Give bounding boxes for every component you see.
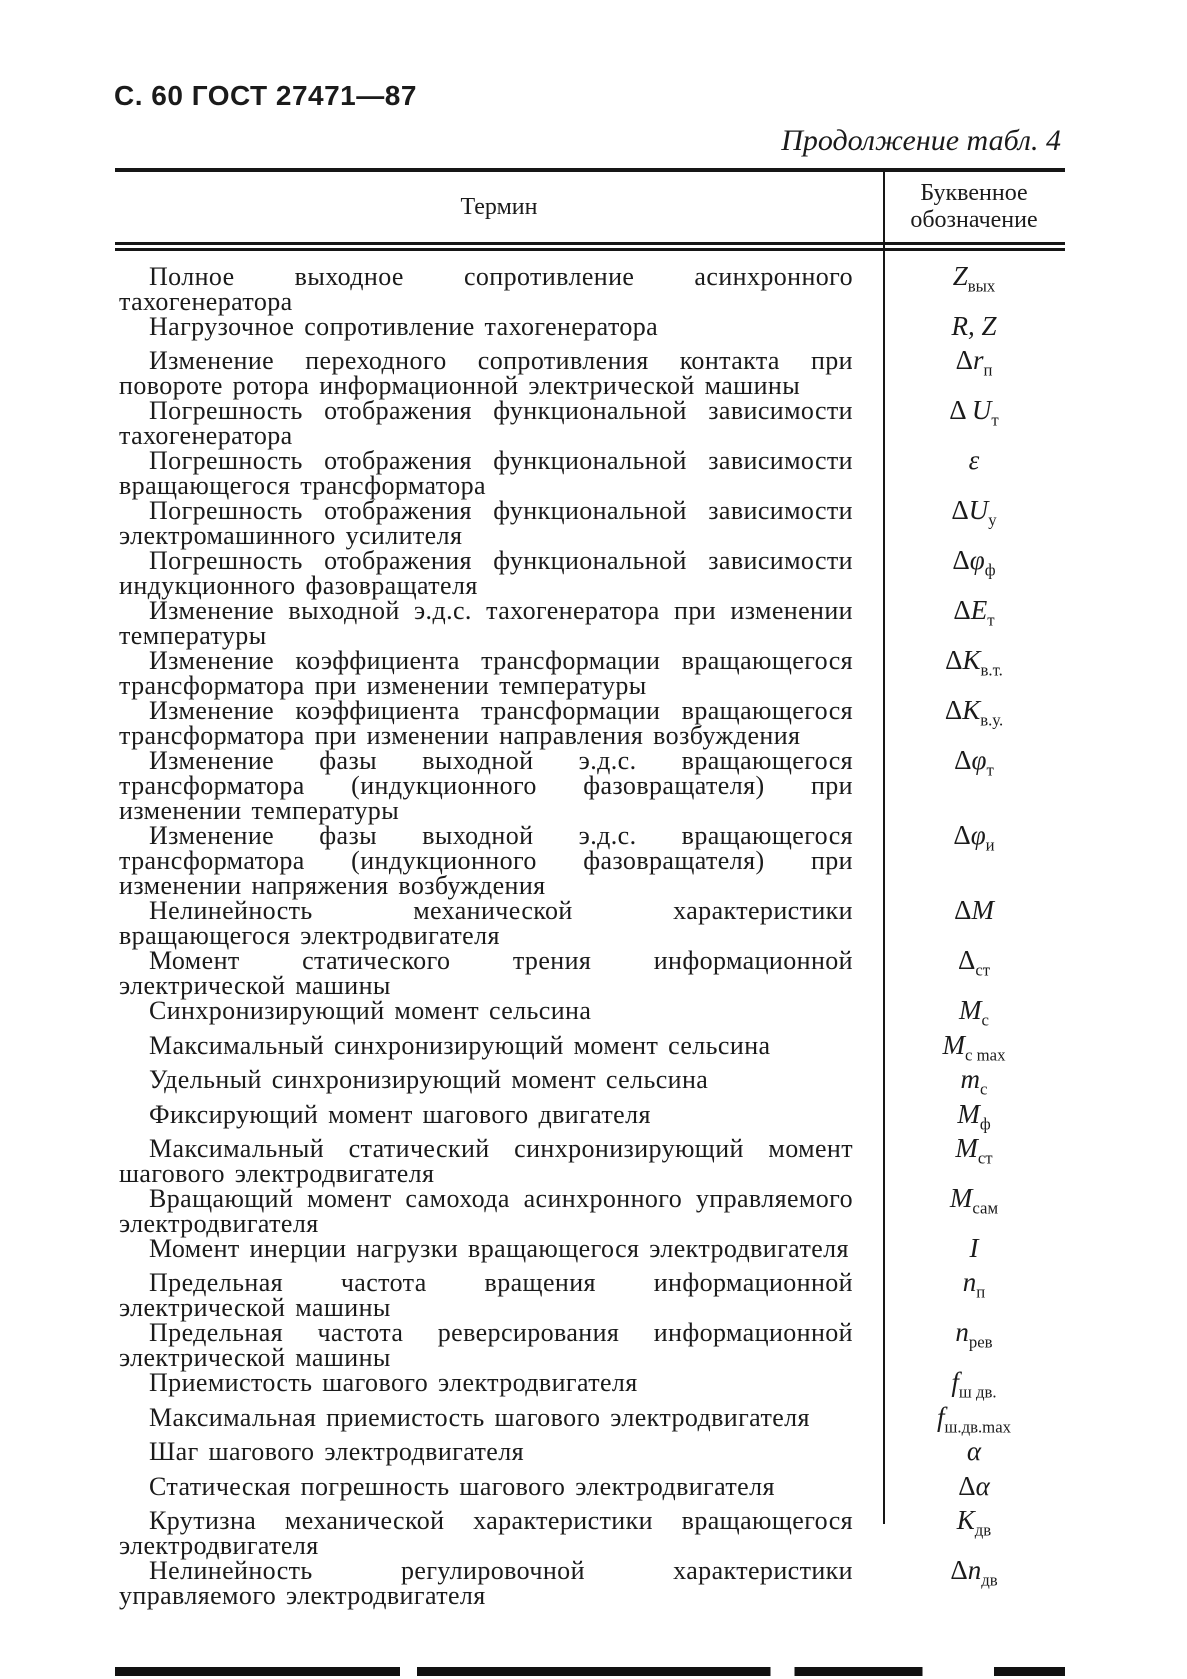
symbol-prefix: Δ — [949, 395, 972, 426]
symbol-subscript: ф — [979, 1113, 991, 1133]
symbol-main: φ — [969, 545, 985, 576]
term-cell: Погрешность отображения функциональной зависимости электромашинного усилителя — [119, 496, 853, 551]
table-body — [115, 251, 1065, 1614]
symbol-main: ε — [968, 445, 980, 476]
term-cell: Изменение фазы выходной э.д.с. вращающегося трансформатора (индукционного фазовращателя) при изменении температуры — [119, 746, 853, 826]
symbol-prefix: Δ — [954, 745, 972, 776]
symbol-main: f — [951, 1367, 959, 1398]
symbol-subscript: сам — [972, 1198, 999, 1218]
page-edge-artifact — [115, 1667, 1065, 1676]
symbol-cell — [883, 1436, 1065, 1473]
table-row — [115, 1504, 1065, 1560]
table-row — [115, 695, 1065, 751]
table-row — [115, 1232, 1065, 1270]
symbol-main: U — [968, 495, 989, 526]
table-row — [115, 1182, 1065, 1238]
table-row — [115, 1436, 1065, 1473]
symbol-prefix: Δ — [945, 645, 963, 676]
term-cell: Погрешность отображения функциональной зависимости вращающегося трансформатора — [119, 446, 853, 501]
symbol-subscript: вых — [967, 276, 996, 296]
symbol-prefix: Δ — [951, 495, 969, 526]
term-cell: Шаг шагового электродвигателя — [149, 1437, 524, 1467]
symbol-main: M — [942, 1029, 966, 1060]
table-row — [115, 820, 1065, 901]
column-divider — [883, 172, 885, 1524]
table-row — [115, 1554, 1065, 1610]
symbol-main: E — [970, 595, 988, 626]
symbol-cell — [883, 645, 1065, 682]
table-row — [115, 545, 1065, 601]
symbol-cell — [883, 545, 1065, 582]
symbol-cell — [883, 261, 1065, 298]
term-cell: Синхронизирующий момент сельсина — [149, 996, 592, 1026]
symbol-subscript: с — [980, 1079, 988, 1099]
symbol-cell — [883, 1504, 1065, 1542]
table-row — [115, 1401, 1065, 1439]
term-cell: Погрешность отображения функциональной зависимости индукционного фазовращателя — [119, 546, 853, 601]
table-row — [115, 261, 1065, 316]
symbol-cell — [883, 745, 1065, 782]
symbol-main: K — [962, 695, 981, 726]
symbol-cell — [883, 695, 1065, 732]
symbol-main: M — [959, 995, 982, 1026]
term-cell: Максимальный статический синхронизирующий момент шагового электродвигателя — [119, 1133, 853, 1188]
symbol-prefix: Δ — [950, 1554, 968, 1585]
symbol-cell — [883, 1098, 1065, 1136]
symbol-main: K — [956, 1504, 975, 1535]
column-header-symbol: Буквенное обозначение — [910, 180, 1038, 233]
term-cell: Изменение коэффициента трансформации вращающегося трансформатора при изменении температуры — [119, 646, 853, 701]
table-row — [115, 995, 1065, 1032]
table-row — [115, 1098, 1065, 1136]
term-cell: Изменение коэффициента трансформации вращающегося трансформатора при изменении направления возбуждения — [119, 696, 853, 751]
symbol-prefix: Δ — [954, 895, 972, 926]
table-row — [115, 495, 1065, 551]
symbol-cell — [883, 945, 1065, 982]
symbol-prefix: Δ — [953, 595, 971, 626]
symbol-main: M — [955, 1132, 978, 1163]
symbol-subscript: с max — [965, 1045, 1006, 1065]
table-row — [115, 1029, 1065, 1067]
table-row — [115, 895, 1065, 951]
symbol-cell — [883, 1367, 1065, 1404]
symbol-subscript: т — [987, 610, 995, 630]
table-row — [115, 1367, 1065, 1404]
symbol-main: M — [949, 1182, 973, 1213]
symbol-subscript: ф — [984, 560, 996, 580]
symbol-cell — [883, 820, 1065, 857]
term-cell: Удельный синхронизирующий момент сельсина — [149, 1065, 709, 1095]
symbol-main: α — [966, 1436, 982, 1467]
table-header-row — [115, 172, 1065, 242]
symbol-main: f — [937, 1401, 945, 1432]
symbol-subscript: т — [986, 760, 994, 780]
term-cell: Погрешность отображения функциональной зависимости тахогенератора — [119, 396, 853, 451]
term-cell: Предельная частота вращения информационной электрической машины — [119, 1268, 853, 1323]
symbol-main: α — [975, 1470, 990, 1501]
term-cell: Изменение переходного сопротивления контакта при повороте ротора информационной электрической машины — [119, 346, 853, 401]
symbol-cell — [883, 1029, 1065, 1067]
symbol-main: Z — [952, 261, 968, 291]
term-cell: Изменение фазы выходной э.д.с. вращающегося трансформатора (индукционного фазовращателя) при изменении напряжения возбуждения — [119, 821, 853, 901]
symbol-prefix: Δ — [953, 820, 971, 851]
symbol-prefix: Δ — [957, 945, 976, 976]
table-row — [115, 445, 1065, 501]
symbol-cell — [883, 1317, 1065, 1354]
term-cell: Вращающий момент самохода асинхронного управляемого электродвигателя — [119, 1183, 853, 1238]
symbol-main: M — [971, 895, 994, 926]
symbol-main: m — [960, 1064, 981, 1095]
symbol-cell — [883, 1132, 1065, 1170]
symbol-main: n — [967, 1554, 982, 1585]
symbol-main: I — [969, 1232, 979, 1263]
symbol-cell — [883, 1182, 1065, 1220]
symbol-subscript: с — [981, 1010, 989, 1030]
symbol-subscript: т — [991, 410, 999, 430]
symbol-cell — [883, 1064, 1065, 1101]
symbol-subscript: ст — [975, 960, 991, 980]
symbol-subscript: в.у. — [980, 710, 1004, 730]
table-row — [115, 1317, 1065, 1373]
table-row — [115, 595, 1065, 651]
term-cell: Нелинейность регулировочной характеристики управляемого электродвигателя — [119, 1555, 853, 1610]
term-cell: Момент статического трения информационной электрической машины — [119, 946, 853, 1001]
symbol-main: U — [971, 395, 992, 426]
term-cell: Статическая погрешность шагового электродвигателя — [149, 1471, 775, 1501]
symbol-cell — [883, 1554, 1065, 1592]
term-cell: Полное выходное сопротивление асинхронного тахогенератора — [119, 262, 853, 316]
column-header-term: Термин — [460, 193, 538, 220]
symbol-cell — [883, 1267, 1065, 1304]
symbol-cell — [883, 895, 1065, 932]
table-row — [115, 1132, 1065, 1188]
term-cell: Крутизна механической характеристики вращающегося электродвигателя — [119, 1505, 853, 1560]
symbol-prefix: Δ — [955, 345, 973, 376]
symbol-main: r — [972, 345, 984, 376]
table-row — [115, 311, 1065, 348]
page-header: С. 60 ГОСТ 27471—87 — [114, 80, 417, 111]
term-cell: Изменение выходной э.д.с. тахогенератора при изменении температуры — [119, 596, 853, 651]
table-row — [115, 945, 1065, 1001]
symbol-subscript: дв — [974, 1520, 992, 1540]
symbol-prefix: Δ — [958, 1470, 976, 1501]
table-row — [115, 645, 1065, 701]
symbol-main: K — [962, 645, 981, 676]
symbol-cell — [883, 1401, 1065, 1439]
symbol-subscript: в.т. — [980, 660, 1003, 680]
symbol-cell — [883, 995, 1065, 1032]
symbol-main: R, Z — [951, 311, 997, 341]
term-cell: Максимальная приемистость шагового электродвигателя — [149, 1402, 810, 1432]
term-cell: Фиксирующий момент шагового двигателя — [149, 1099, 651, 1129]
symbol-main: φ — [970, 820, 986, 851]
symbol-cell — [883, 1470, 1065, 1508]
symbol-subscript: п — [983, 360, 993, 380]
term-cell: Нелинейность механической характеристики вращающегося электродвигателя — [119, 896, 853, 951]
table-row — [115, 1267, 1065, 1323]
symbol-main: n — [962, 1267, 977, 1298]
table-caption: Продолжение табл. 4 — [781, 124, 1061, 157]
symbol-cell — [883, 345, 1065, 382]
symbol-subscript: п — [976, 1282, 986, 1302]
symbol-cell — [883, 1232, 1065, 1270]
symbol-subscript: рев — [968, 1332, 993, 1352]
term-cell: Приемистость шагового электродвигателя — [149, 1368, 638, 1398]
table-row — [115, 745, 1065, 826]
symbol-main: M — [957, 1098, 980, 1129]
table-row — [115, 1470, 1065, 1508]
symbol-subscript: ст — [977, 1148, 993, 1168]
symbol-main: φ — [971, 745, 987, 776]
term-cell: Предельная частота реверсирования информационной электрической машины — [119, 1318, 853, 1373]
symbol-cell — [883, 395, 1065, 432]
symbol-prefix: Δ — [944, 695, 963, 726]
symbol-subscript: у — [988, 510, 997, 530]
table-row — [115, 345, 1065, 401]
symbol-cell — [883, 595, 1065, 632]
table-row — [115, 1064, 1065, 1101]
terms-table — [115, 168, 1065, 1614]
symbol-cell — [883, 495, 1065, 532]
symbol-cell — [883, 311, 1065, 348]
term-cell: Максимальный синхронизирующий момент сельсина — [149, 1030, 771, 1060]
table-row — [115, 395, 1065, 451]
symbol-subscript: ш дв. — [958, 1382, 997, 1402]
symbol-cell — [883, 445, 1065, 482]
symbol-subscript: дв — [981, 1570, 998, 1590]
header-double-rule — [115, 242, 1065, 251]
symbol-subscript: и — [985, 835, 995, 855]
term-cell: Нагрузочное сопротивление тахогенератора — [149, 312, 659, 341]
term-cell: Момент инерции нагрузки вращающегося электродвигателя — [149, 1233, 849, 1263]
symbol-main: n — [955, 1317, 969, 1348]
symbol-prefix: Δ — [952, 545, 970, 576]
symbol-subscript: ш.дв.max — [944, 1417, 1011, 1437]
